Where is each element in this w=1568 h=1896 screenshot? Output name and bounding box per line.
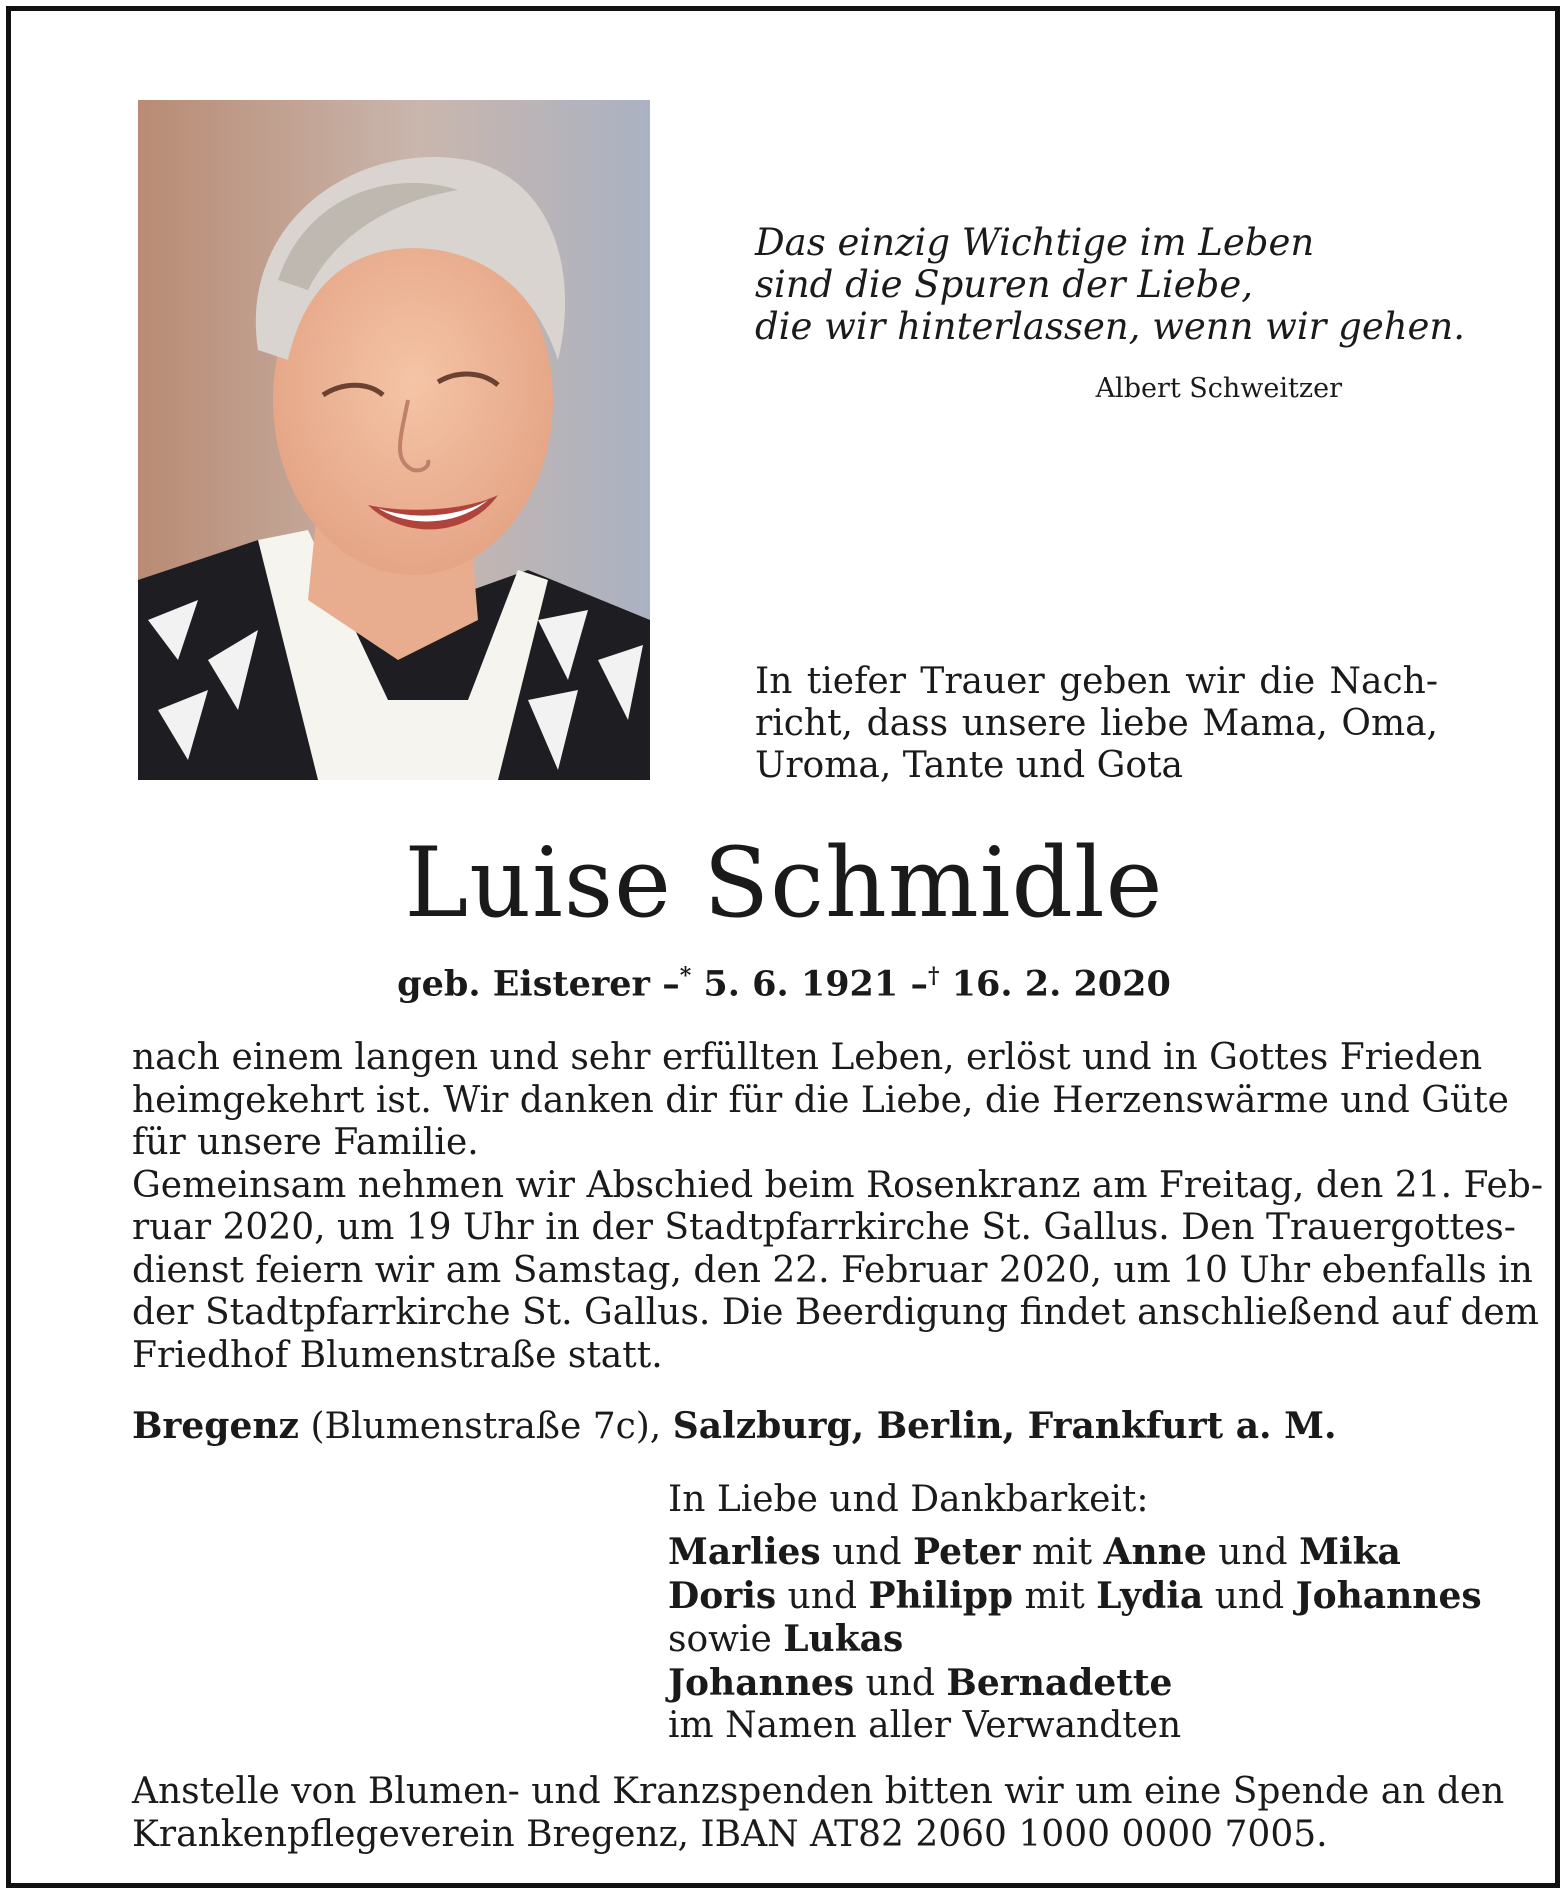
places-line [132,1405,1442,1447]
intro-line: Uroma, Tante und Gota [755,745,1184,786]
family-name: Peter [913,1531,1021,1573]
intro-text [755,661,1438,787]
thanks-line: In Liebe und Dankbarkeit: [668,1479,1149,1520]
family-name: Mika [1299,1531,1401,1573]
place-others: Salzburg, Berlin, Frankfurt a. M. [672,1405,1337,1447]
family-name: Johannes [668,1661,855,1704]
donation-text [132,1771,1505,1856]
body-line: ruar 2020, um 19 Uhr in der Stadtpfarrkirche St. Gallus. Den Trauergottes- [132,1207,1516,1248]
body-line: der Stadtpfarrkirche St. Gallus. Die Beerdigung findet anschließend auf dem [132,1292,1539,1333]
connector: und [832,1532,902,1573]
family-name: Johannes [1295,1574,1482,1617]
quote-line: sind die Spuren der Liebe, [755,263,1253,306]
connector: und [787,1575,858,1617]
body-line: Gemeinsam nehmen wir Abschied beim Rosenkranz am Freitag, den 21. Feb- [132,1164,1543,1206]
maiden-name: geb. Eisterer [397,963,650,1005]
family-line [668,1531,1438,1575]
family-name: Lukas [783,1618,904,1660]
family-list [668,1531,1482,1748]
donation-line: Anstelle von Blumen- und Kranzspenden bitten wir um eine Spende an den [132,1771,1505,1812]
quote [755,221,1466,348]
donation-line: Krankenpflegeverein Bregenz, IBAN AT82 2060 1000 0000 7005. [132,1813,1328,1855]
dash: – [662,963,680,1005]
birth-date: 5. 6. 1921 [703,963,899,1005]
family-name: Lydia [1096,1574,1204,1617]
death-date: 16. 2. 2020 [951,963,1171,1005]
life-dates [0,963,1568,1005]
body-line: für unsere Familie. [132,1122,479,1163]
intro-line: richt, dass unsere liebe Mama, Oma, [755,703,1438,744]
family-name: Marlies [668,1531,821,1573]
family-name: Philipp [868,1574,1014,1617]
death-symbol: † [927,963,940,989]
family-name: Doris [668,1574,777,1617]
body-line: Friedhof Blumenstraße statt. [132,1334,663,1376]
family-name: Bernadette [946,1661,1173,1704]
connector: sowie [668,1619,772,1660]
body-line: dienst feiern wir am Samstag, den 22. Februar 2020, um 10 Uhr ebenfalls in [132,1249,1533,1291]
place-address: (Blumenstraße 7c), [310,1406,662,1447]
deceased-name: Luise Schmidle [404,827,1164,939]
quote-line: Das einzig Wichtige im Leben [755,221,1315,264]
body-text [132,1037,1543,1377]
connector: und [1214,1575,1285,1617]
family-line: im Namen aller Verwandten [668,1705,1182,1746]
portrait-photo [138,100,650,780]
body-line: nach einem langen und sehr erfüllten Leben, erlöst und in Gottes Frieden [132,1037,1483,1078]
birth-symbol: * [679,963,692,989]
quote-author: Albert Schweitzer [1095,373,1342,404]
body-line: heimgekehrt ist. Wir danken dir für die Liebe, die Herzenswärme und Güte [132,1079,1509,1121]
family-line [668,1662,1438,1706]
connector: und [1218,1532,1288,1573]
family-name: Anne [1103,1531,1207,1573]
family-line [668,1574,1482,1619]
dash: – [910,963,928,1005]
connector: mit [1031,1532,1093,1573]
quote-line: die wir hinterlassen, wenn wir gehen. [755,305,1466,348]
family-line [668,1618,1438,1662]
place-city: Bregenz [132,1405,299,1447]
connector: und [865,1662,935,1704]
connector: mit [1024,1575,1085,1617]
intro-line: In tiefer Trauer geben wir die Nach- [755,661,1438,702]
